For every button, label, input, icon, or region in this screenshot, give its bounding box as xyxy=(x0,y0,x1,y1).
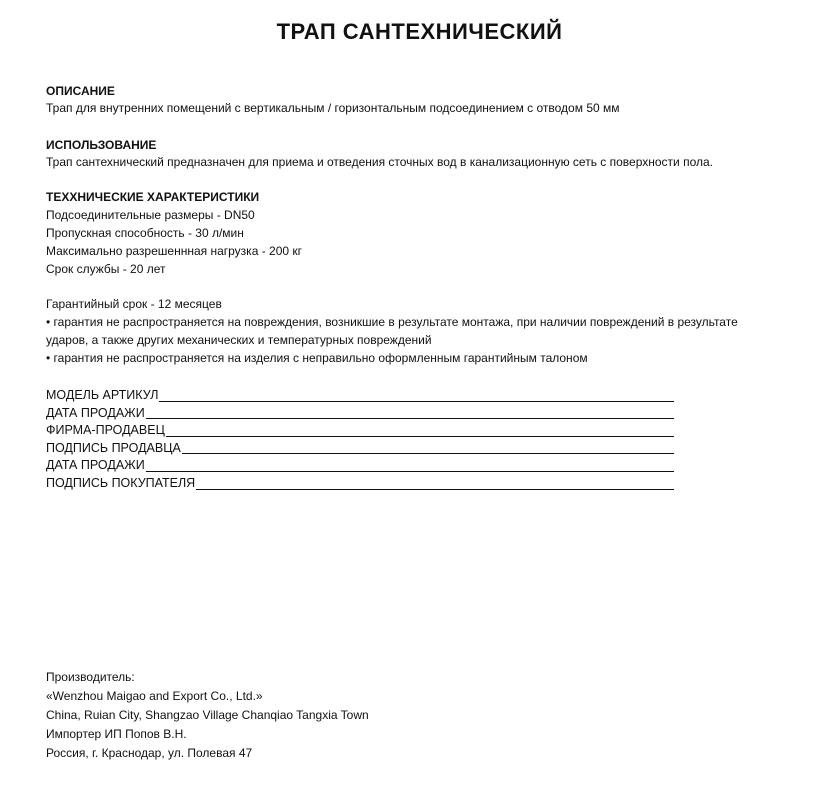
warranty-item: • гарантия не распространяется на изделия с неправильно оформленным гарантийным талоном xyxy=(46,351,588,365)
field-model[interactable] xyxy=(46,387,674,405)
field-line xyxy=(159,401,674,402)
field-label: МОДЕЛЬ АРТИКУЛ xyxy=(46,388,159,402)
usage-text: Трап сантехнический предназначен для приема и отведения сточных вод в канализационную сеть с поверхности пола. xyxy=(46,155,713,169)
field-seller-company[interactable] xyxy=(46,422,674,440)
field-label: ПОДПИСЬ ПОКУПАТЕЛЯ xyxy=(46,475,196,490)
specs-section xyxy=(46,189,806,278)
importer-name: Импортер ИП Попов В.Н. xyxy=(46,727,187,741)
manufacturer-address: China, Ruian City, Shangzao Village Chanqiao Tangxia Town xyxy=(46,708,369,722)
usage-section xyxy=(46,137,806,171)
field-label: ПОДПИСЬ ПРОДАВЦА xyxy=(46,440,181,455)
description-text: Трап для внутренних помещений с вертикальным / горизонтальным подсоединением с отводом 50 мм xyxy=(46,101,620,115)
field-label: ФИРМА-ПРОДАВЕЦ xyxy=(46,423,165,438)
description-section xyxy=(46,83,806,117)
spec-item: Срок службы - 20 лет xyxy=(46,262,166,276)
field-sale-date-2[interactable] xyxy=(46,457,674,475)
specs-heading: ТЕХХНИЧЕСКИЕ ХАРАКТЕРИСТИКИ xyxy=(46,190,260,204)
usage-heading: ИСПОЛЬЗОВАНИЕ xyxy=(46,138,157,152)
field-label: ДАТА ПРОДАЖИ xyxy=(46,405,145,420)
field-sale-date[interactable] xyxy=(46,405,674,423)
field-line xyxy=(146,471,674,472)
field-line xyxy=(182,453,674,454)
warranty-period: Гарантийный срок - 12 месяцев xyxy=(46,297,222,311)
spec-item: Пропускная способность - 30 л/мин xyxy=(46,226,244,240)
spec-item: Максимально разрешеннная нагрузка - 200 кг xyxy=(46,244,303,258)
warranty-section xyxy=(46,295,781,367)
page-title: ТРАП САНТЕХНИЧЕСКИЙ xyxy=(276,19,563,44)
field-line xyxy=(146,418,674,419)
field-line xyxy=(166,436,674,437)
importer-address: Россия, г. Краснодар, ул. Полевая 47 xyxy=(46,746,253,760)
manufacturer-section xyxy=(46,668,369,763)
description-heading: ОПИСАНИЕ xyxy=(46,84,115,98)
field-line xyxy=(196,489,674,490)
warranty-card-fields xyxy=(46,387,674,493)
manufacturer-label: Производитель: xyxy=(46,670,135,684)
spec-item: Подсоединительные размеры - DN50 xyxy=(46,208,255,222)
warranty-item: • гарантия не распространяется на повреждения, возникшие в результате монтажа, при наличии повреждений в результате ударов, а также других механических и температурных повреждений xyxy=(46,315,738,347)
field-label: ДАТА ПРОДАЖИ xyxy=(46,458,145,473)
field-seller-signature[interactable] xyxy=(46,440,674,458)
field-buyer-signature[interactable] xyxy=(46,475,674,493)
manufacturer-company: «Wenzhou Maigao and Export Co., Ltd.» xyxy=(46,689,263,703)
